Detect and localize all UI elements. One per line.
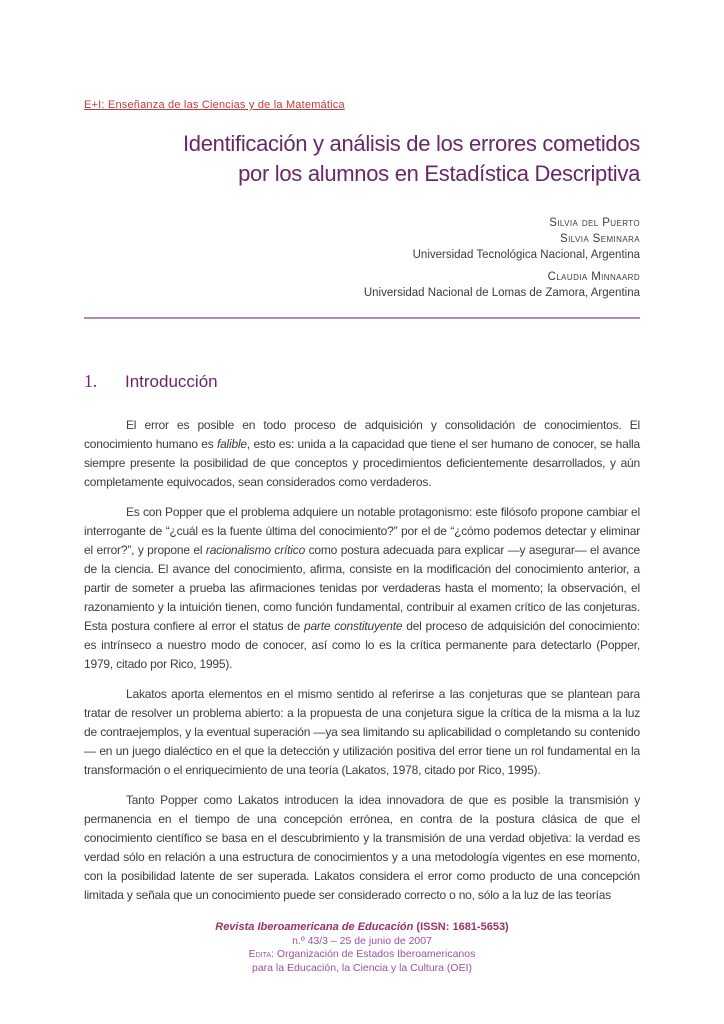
author-group xyxy=(84,269,640,301)
author-group xyxy=(84,215,640,263)
text-run: del proceso de adquisición del conocimiento: es intrínseco a nuestro modo de conocer, así como lo es la crítica permanente para detectarlo (Popper, 1979, citado por Rico, 1995). xyxy=(84,619,640,671)
text-run: El error es posible en todo proceso de adquisición y consolidación de conocimientos. El conocimiento humano es xyxy=(84,418,640,451)
emphasized-term: parte constituyente xyxy=(303,619,403,633)
author-name: Silvia del Puerto xyxy=(549,217,640,229)
header-divider xyxy=(84,317,640,319)
journal-issn: (ISSN: 1681-5653) xyxy=(413,921,509,933)
author-name: Claudia Minnaard xyxy=(547,271,640,283)
paragraph xyxy=(84,416,640,492)
emphasized-term: falible xyxy=(216,437,247,451)
edita-text: Organización de Estados Iberoamericanos xyxy=(273,948,476,960)
article-title-line1: Identificación y análisis de los errores cometidos xyxy=(182,131,640,156)
paragraph xyxy=(84,791,640,905)
section-title: Introducción xyxy=(125,372,218,391)
text-run: Es con Popper que el problema adquiere un notable protagonismo: este filósofo propone cambiar el interrogante de “¿cuál es la fuente última del conocimiento?” por el de “¿cómo podemos detectar y eliminar el error?”, y propone el xyxy=(84,505,640,557)
issue-line: n.º 43/3 – 25 de junio de 2007 xyxy=(292,934,432,947)
paragraph xyxy=(84,685,640,780)
authors-block xyxy=(84,215,640,301)
series-link[interactable]: E+I: Enseñanza de las Ciencias y de la Matemática xyxy=(84,99,345,111)
section-heading xyxy=(84,371,640,392)
text-run: Tanto Popper como Lakatos introducen la idea innovadora de que es posible la transmisión y permanencia en el tiempo de una concepción errónea, en contra de la postura clásica de que el conocimiento científico se basa en el descubrimiento y la transmisión de una verdad objetiva: la verdad es verdad sólo en relación a una estructura de conocimientos y a una metodología vigentes en ese momento, con la posibilidad latente de ser superada. Lakatos considera el error como producto de una concepción limitada y señala que un conocimiento puede ser considerado correcto o no, sólo a la luz de las teorías xyxy=(84,793,640,902)
edita-line xyxy=(0,948,724,962)
author-affiliation: Universidad Nacional de Lomas de Zamora, Argentina xyxy=(363,287,640,299)
edita-label: Edita: xyxy=(248,948,274,960)
article-body xyxy=(84,416,640,905)
text-run: como postura adecuada para explicar —y asegurar— el avance de la ciencia. El avance del conocimiento, afirma, consiste en la modificación del conocimiento anterior, a partir de someter a prueba las afirmaciones tenidas por verdaderas hasta el momento; la observación, el razonamiento y la intuición tienen, como función fundamental, contribuir al examen crítico de las conjeturas. Esta postura confiere al error el status de xyxy=(84,543,641,633)
author-name: Silvia Seminara xyxy=(560,233,640,245)
edita-line2: para la Educación, la Ciencia y la Cultura (OEI) xyxy=(251,961,473,974)
journal-name: Revista Iberoamericana de Educación xyxy=(215,921,414,933)
paragraph xyxy=(84,503,640,674)
article-title-line2: por los alumnos en Estadística Descriptiva xyxy=(238,161,640,186)
author-affiliation: Universidad Tecnológica Nacional, Argentina xyxy=(412,249,640,261)
emphasized-term: racionalismo crítico xyxy=(205,543,306,557)
section-number: 1. xyxy=(84,371,98,391)
page-footer xyxy=(0,921,724,975)
page-content xyxy=(84,0,640,916)
text-run: , esto es: unida a la capacidad que tiene el ser humano de conocer, se halla siempre presente la posibilidad de que conceptos y procedimientos deficientemente desarrollados, y aún completamente equivocados, sean considerados como verdaderos. xyxy=(84,437,640,489)
article-title xyxy=(84,129,640,189)
journal-line xyxy=(0,921,724,935)
text-run: Lakatos aporta elementos en el mismo sentido al referirse a las conjeturas que se plantean para tratar de resolver un problema abierto: a la propuesta de una conjetura sigue la crítica de la misma a la luz de contraejemplos, y la eventual superación —ya sea limitando su aplicabilidad o completando su contenido— en un juego dialéctico en el que la detección y utilización positiva del error tiene un rol fundamental en la transformación o el enriquecimiento de una teoría (Lakatos, 1978, citado por Rico, 1995). xyxy=(84,687,640,777)
